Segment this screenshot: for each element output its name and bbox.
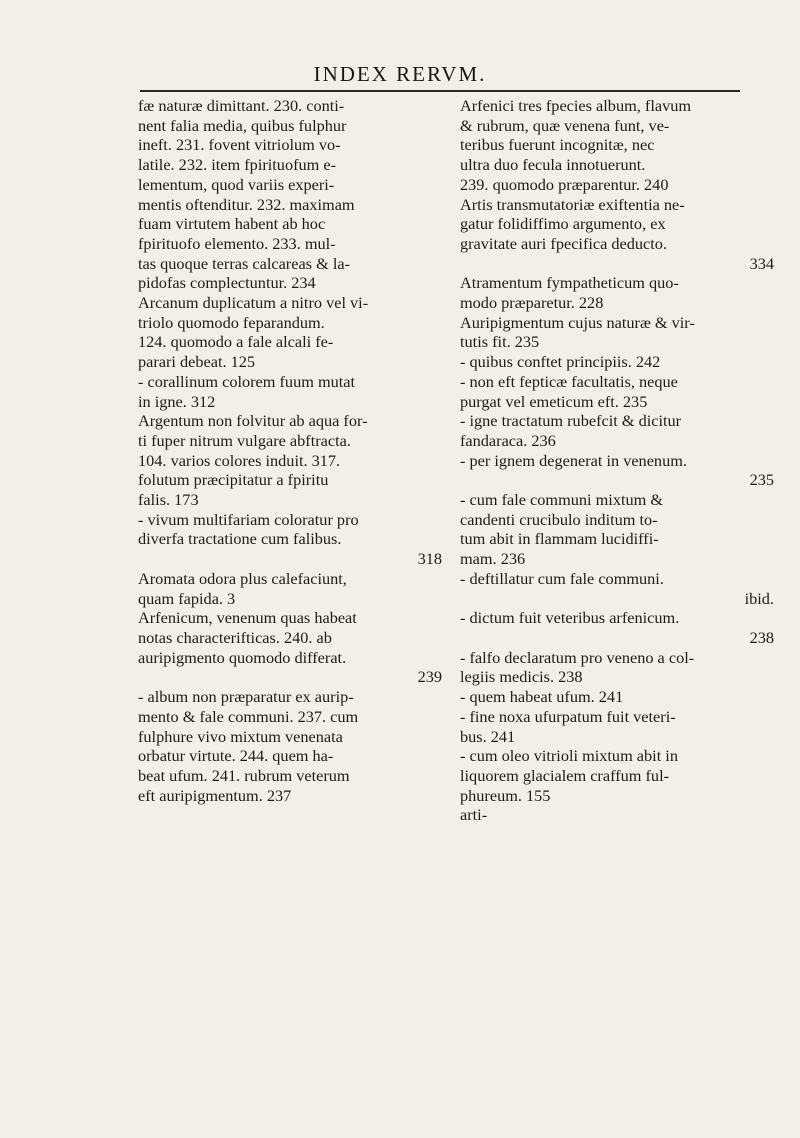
header-rule	[140, 90, 740, 92]
index-line: mento & fale communi. 237. cum	[138, 706, 359, 726]
left-column	[138, 96, 448, 805]
index-line: Artis transmutatoriæ exiftentia ne-	[460, 194, 685, 214]
index-line: 318	[417, 549, 442, 569]
index-line: - falfo declaratum pro veneno a col-	[460, 647, 695, 667]
index-line: - dictum fuit veteribus arfenicum.	[460, 608, 680, 628]
index-line: Aromata odora plus calefaciunt,	[138, 568, 347, 588]
index-line: tutis fit. 235	[460, 332, 540, 352]
index-line: folutum præcipitatur a fpiritu	[138, 470, 329, 490]
index-line: - deftillatur cum fale communi.	[460, 568, 664, 588]
index-line: in igne. 312	[138, 391, 216, 411]
index-line: - igne tractatum rubefcit & dicitur	[460, 411, 682, 431]
index-line: Arcanum duplicatum a nitro vel vi-	[138, 293, 369, 313]
index-line: - cum fale communi mixtum &	[460, 490, 664, 510]
index-line: modo præparetur. 228	[460, 293, 604, 313]
index-line: tas quoque terras calcareas & la-	[138, 253, 350, 273]
index-line: quam fapida. 3	[138, 588, 236, 608]
index-line: mam. 236	[460, 549, 526, 569]
index-line: legiis medicis. 238	[460, 667, 583, 687]
index-line: bus. 241	[460, 726, 516, 746]
index-line: fæ naturæ dimittant. 230. conti-	[138, 96, 345, 115]
index-line: fuam virtutem habent ab hoc	[138, 214, 326, 234]
index-line: - cum oleo vitrioli mixtum abit in	[460, 746, 678, 766]
index-line: 124. quomodo a fale alcali fe-	[138, 332, 334, 352]
index-line: - quibus conftet principiis. 242	[460, 352, 661, 372]
index-line: falis. 173	[138, 490, 199, 510]
index-line: - non eft fepticæ facultatis, neque	[460, 371, 678, 391]
index-line: fulphure vivo mixtum venenata	[138, 726, 343, 746]
right-column	[460, 96, 780, 825]
index-line: ti fuper nitrum vulgare abftracta.	[138, 430, 351, 450]
index-line: & rubrum, quæ venena funt, ve-	[460, 115, 670, 135]
index-line: ineft. 231. fovent vitriolum vo-	[138, 135, 341, 155]
index-line: ultra duo fecula innotuerunt.	[460, 155, 646, 175]
index-line: Argentum non folvitur ab aqua for-	[138, 411, 368, 431]
index-line: liquorem glacialem craffum ful-	[460, 765, 670, 785]
index-line: - album non præparatur ex aurip-	[138, 687, 354, 707]
index-line: 235	[749, 470, 774, 490]
index-line: 334	[749, 253, 774, 273]
index-line: eft auripigmentum. 237	[138, 785, 292, 805]
index-line: - per ignem degenerat in venenum.	[460, 450, 687, 470]
index-line: parari debeat. 125	[138, 352, 256, 372]
index-line: Auripigmentum cujus naturæ & vir-	[460, 312, 695, 332]
index-line: diverfa tractatione cum falibus.	[138, 529, 342, 549]
index-line: Arfenicum, venenum quas habeat	[138, 608, 357, 628]
index-line: gatur folidiffimo argumento, ex	[460, 214, 666, 234]
index-line: latile. 232. item fpirituofum e-	[138, 155, 337, 175]
index-line: purgat vel emeticum eft. 235	[460, 391, 648, 411]
index-line: lementum, quod variis experi-	[138, 174, 335, 194]
index-line: tum abit in flammam lucidiffi-	[460, 529, 659, 549]
index-line: pidofas complectuntur. 234	[138, 273, 316, 293]
index-line: candenti crucibulo inditum to-	[460, 509, 658, 529]
index-line: 239	[417, 667, 442, 687]
index-line: notas characterifticas. 240. ab	[138, 627, 332, 647]
index-line: nent falia media, quibus fulphur	[138, 115, 347, 135]
index-line: ibid.	[744, 588, 774, 608]
index-line: beat ufum. 241. rubrum veterum	[138, 765, 350, 785]
index-line: Arfenici tres fpecies album, flavum	[460, 96, 692, 115]
index-line: phureum. 155	[460, 785, 551, 805]
index-line: - fine noxa ufurpatum fuit veteri-	[460, 706, 676, 726]
index-line: - corallinum colorem fuum mutat	[138, 371, 356, 391]
index-line: triolo quomodo feparandum.	[138, 312, 325, 332]
index-line: fandaraca. 236	[460, 430, 556, 450]
index-line: Atramentum fympatheticum quo-	[460, 273, 679, 293]
index-line: - vivum multifariam coloratur pro	[138, 509, 359, 529]
index-line: fpirituofo elemento. 233. mul-	[138, 233, 336, 253]
index-line: 104. varios colores induit. 317.	[138, 450, 341, 470]
index-line: teribus fuerunt incognitæ, nec	[460, 135, 655, 155]
index-line: - quem habeat ufum. 241	[460, 687, 624, 707]
index-line: arti-	[460, 805, 488, 825]
index-line: 239. quomodo præparentur. 240	[460, 174, 669, 194]
index-line: 238	[749, 627, 774, 647]
index-line: mentis oftenditur. 232. maximam	[138, 194, 355, 214]
index-line: orbatur virtute. 244. quem ha-	[138, 746, 334, 766]
page-header: INDEX RERVM.	[313, 62, 487, 86]
index-line: gravitate auri fpecifica deducto.	[460, 233, 668, 253]
index-line: auripigmento quomodo differat.	[138, 647, 347, 667]
